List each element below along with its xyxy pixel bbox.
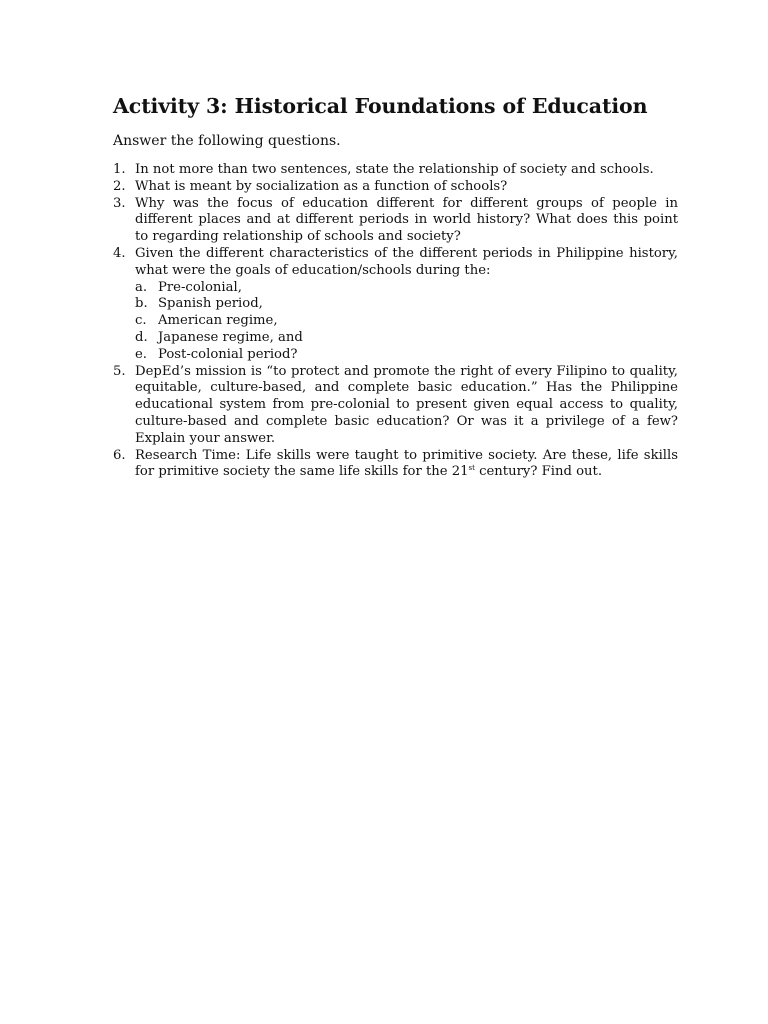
- question-item-2: [113, 179, 678, 196]
- question-number: 3.: [113, 195, 126, 211]
- sub-question-item: [135, 330, 678, 347]
- question-body: [135, 246, 678, 280]
- sub-question-item: [135, 280, 678, 297]
- sub-question-letter: a.: [135, 279, 148, 295]
- question-body: [135, 364, 678, 448]
- question-body: [135, 179, 678, 196]
- question-number: 6.: [113, 447, 126, 463]
- question-text-end: century? Find out.: [474, 464, 603, 480]
- question-text: What is meant by socialization as a function of schools?: [135, 178, 508, 194]
- question-number: 2.: [113, 178, 126, 194]
- question-item-5: [113, 364, 678, 448]
- question-number: 1.: [113, 162, 126, 177]
- document-page: [113, 92, 678, 481]
- question-text: Why was the focus of education different for different groups of people in different places and at different periods in world history? What does this point to regarding relationship of schools and society?: [135, 195, 678, 245]
- sub-question-text: Pre-colonial,: [158, 279, 242, 295]
- sub-question-letter: e.: [135, 346, 147, 362]
- question-item-6: [113, 448, 678, 482]
- question-body: [135, 448, 678, 482]
- sub-question-text: Spanish period,: [158, 296, 263, 312]
- sub-question-list: [113, 280, 678, 364]
- question-body: [135, 162, 678, 179]
- sub-question-letter: c.: [135, 313, 147, 329]
- question-list: [113, 162, 678, 481]
- sub-question-text: Post-colonial period?: [158, 346, 298, 362]
- sub-question-item: [135, 347, 678, 364]
- sub-question-letter: b.: [135, 296, 148, 312]
- sub-question-text: American regime,: [158, 313, 278, 329]
- question-number: 5.: [113, 363, 126, 379]
- sub-question-item: [135, 296, 678, 313]
- activity-title: Activity 3: Historical Foundations of Education: [113, 94, 648, 118]
- sub-question-group: [113, 280, 678, 364]
- question-item-4: [113, 246, 678, 280]
- question-item-1: [113, 162, 678, 179]
- question-text: DepEd’s mission is “to protect and promote the right of every Filipino to quality, equitable, culture-based, and complete basic education.” Has the Philippine educational system from pre-colonial to present given equal access to quality, culture-based and complete basic education? Or was it a privilege of a few? Explain your answer.: [135, 363, 678, 446]
- sub-question-text: Japanese regime, and: [158, 329, 303, 345]
- instructions: Answer the following questions.: [113, 133, 341, 149]
- question-text: In not more than two sentences, state the relationship of society and schools.: [135, 162, 654, 177]
- question-text: Research Time: Life skills were taught to primitive society. Are these, life skills for primitive society the same life skills for the 21: [135, 447, 678, 480]
- question-item-3: [113, 196, 678, 246]
- question-number: 4.: [113, 245, 126, 261]
- question-body: [135, 196, 678, 246]
- question-text: Given the different characteristics of the different periods in Philippine history, what were the goals of education/schools during the:: [135, 245, 678, 278]
- sub-question-item: [135, 313, 678, 330]
- ordinal-suffix: st: [468, 464, 475, 473]
- sub-question-letter: d.: [135, 329, 148, 345]
